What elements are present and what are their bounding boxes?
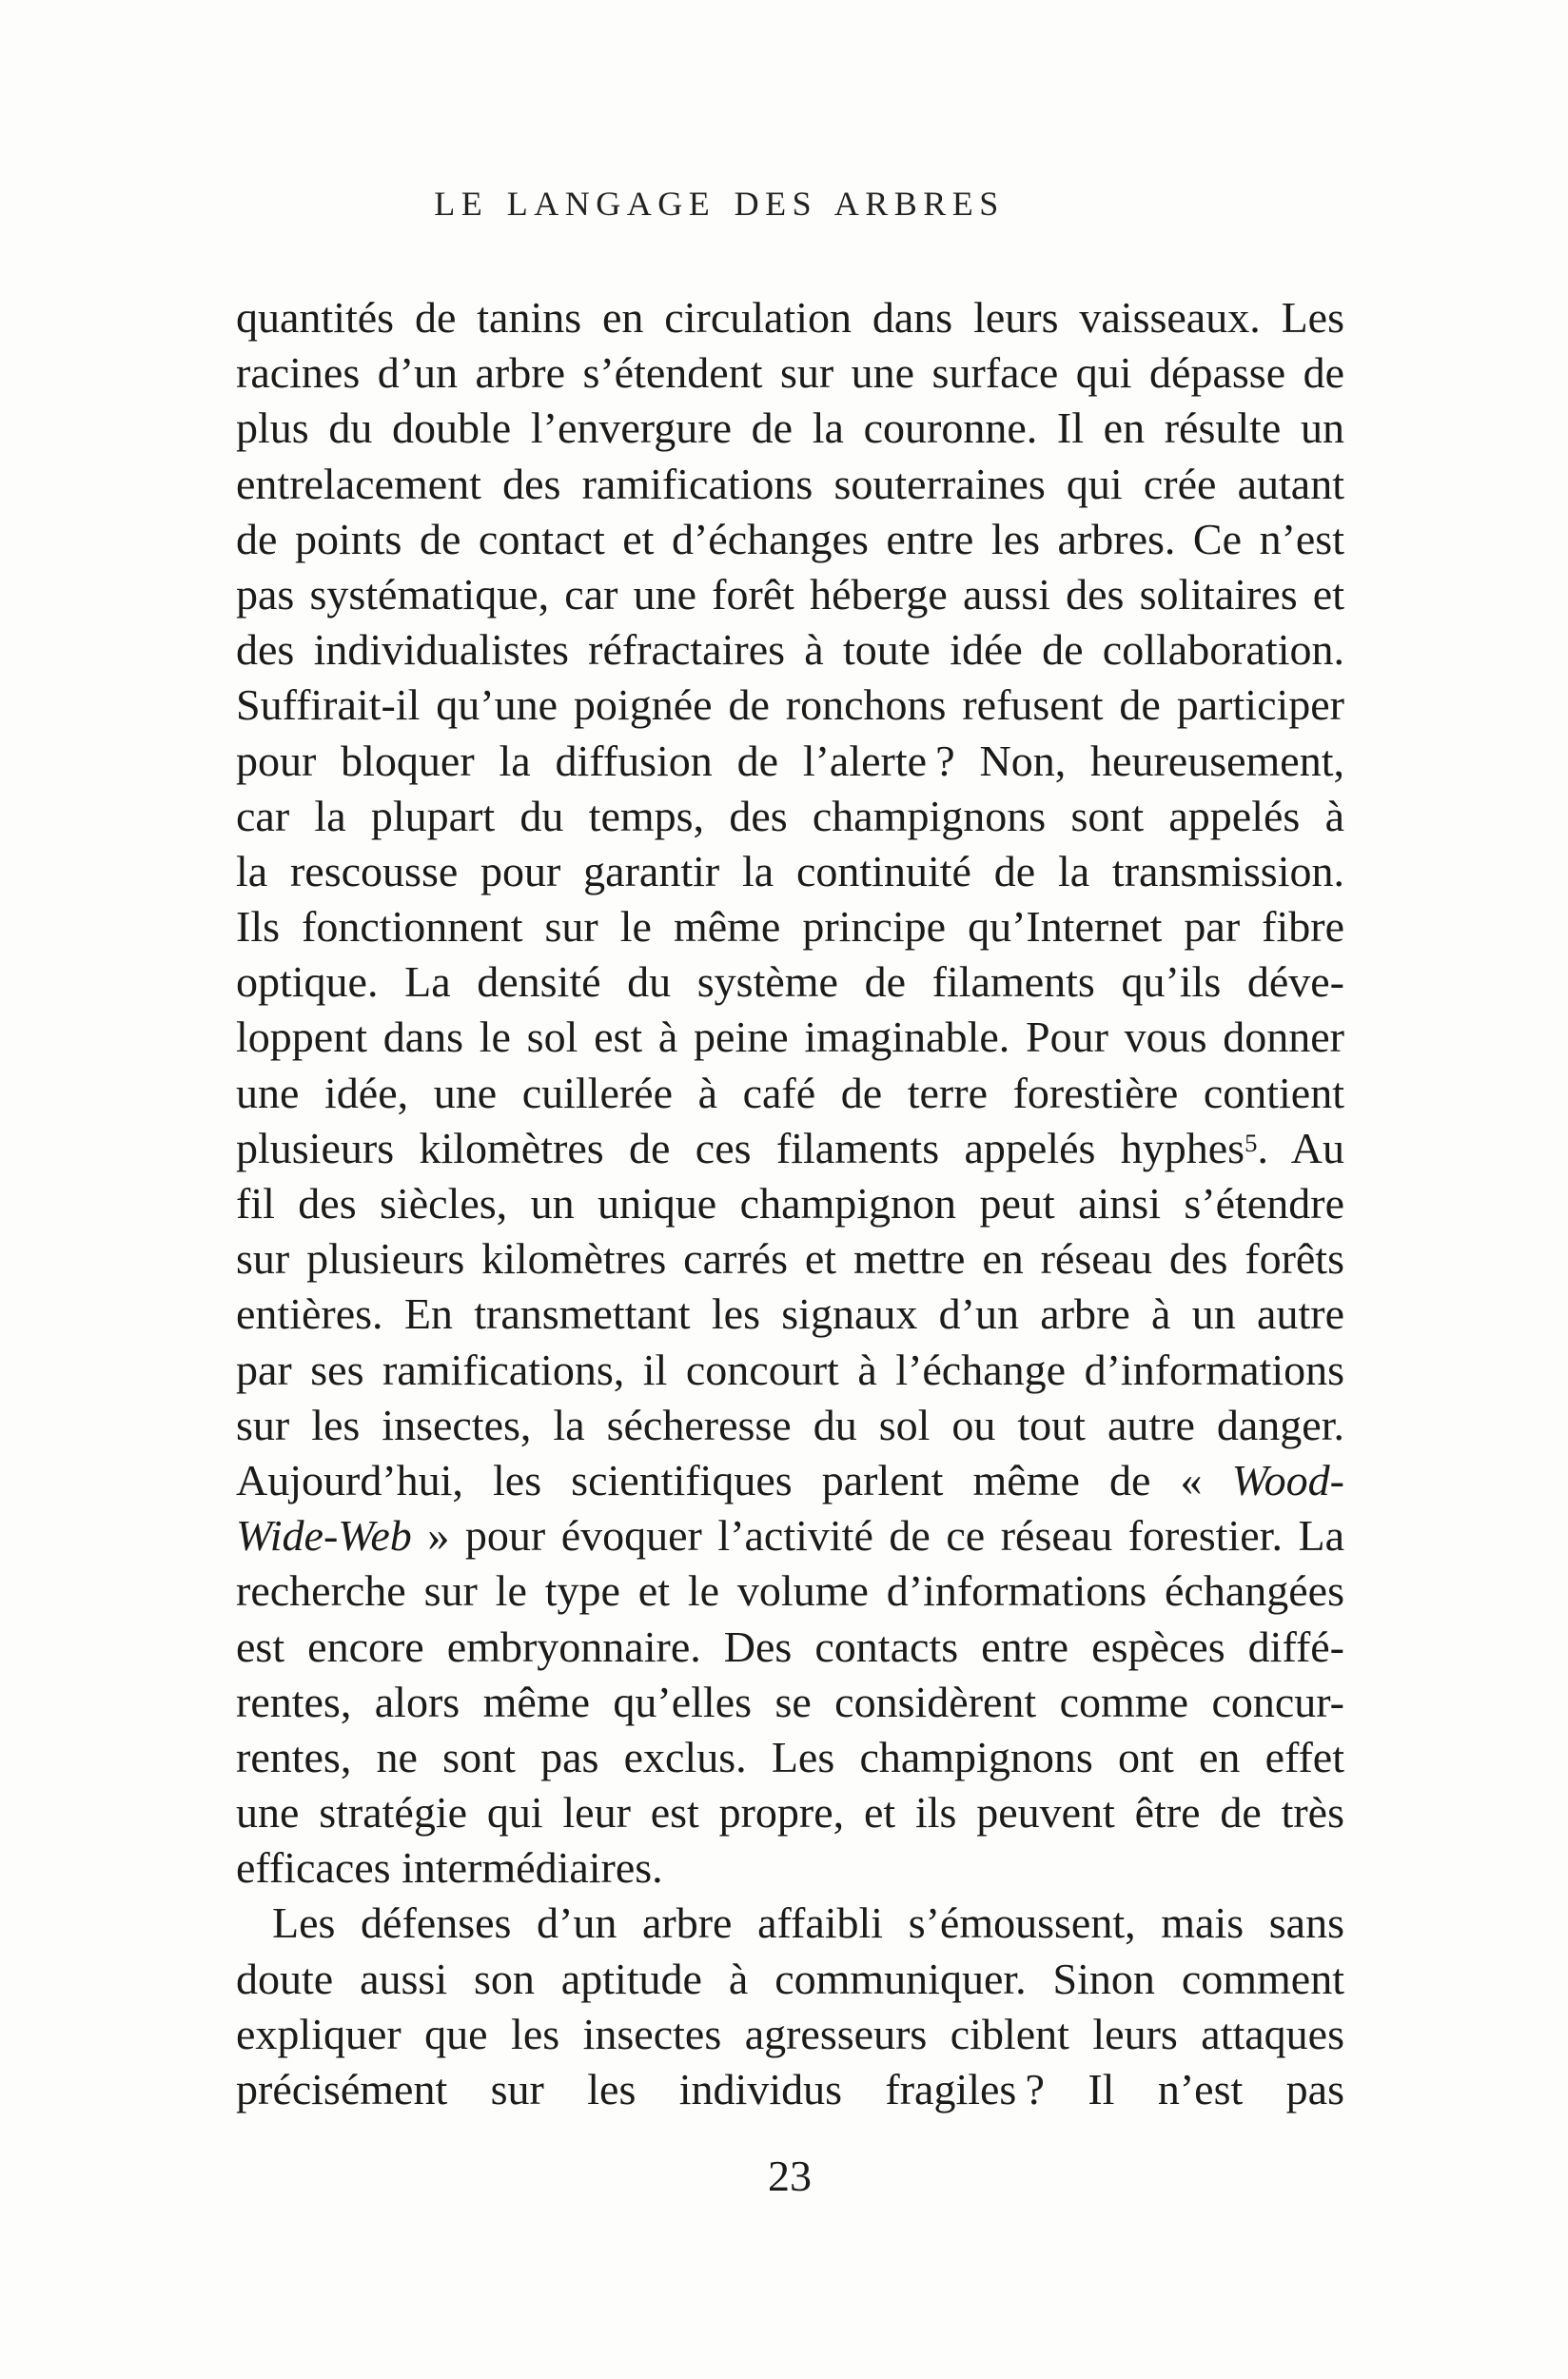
text-line: entières. En transmettant les signaux d’un arbre à un autre (236, 1289, 1344, 1339)
text-line: une idée, une cuillerée à café de terre forestière contient (236, 1068, 1344, 1117)
paragraph-start-line: Les défenses d’un arbre affaibli s’émoussent, mais sans (272, 1898, 1344, 1948)
text-line: loppent dans le sol est à peine imaginable. Pour vous donner (236, 1013, 1344, 1062)
running-header: LE LANGAGE DES ARBRES (434, 185, 1005, 223)
text-line: car la plupart du temps, des champignons sont appelés à (236, 791, 1344, 840)
page-number: 23 (768, 2152, 812, 2200)
text-line: expliquer que les insectes agresseurs ciblent leurs attaques (236, 2009, 1344, 2058)
text-line: rentes, alors même qu’elles se considèrent comme concur- (236, 1677, 1344, 1726)
text-line-with-italic: Aujourd’hui, les scientifiques parlent même de « Wood- (236, 1455, 1344, 1504)
text-line: plus du double l’envergure de la couronne. Il en résulte un (236, 403, 1344, 453)
text-line: Suffirait-il qu’une poignée de ronchons refusent de participer (236, 680, 1344, 730)
text-line: sur les insectes, la sécheresse du sol ou tout autre danger. (236, 1400, 1344, 1449)
text-line: de points de contact et d’échanges entre les arbres. Ce n’est (236, 514, 1344, 563)
text-line: racines d’un arbre s’étendent sur une surface qui dépasse de (236, 348, 1344, 398)
body-text-block (236, 290, 1344, 2117)
text-line: est encore embryonnaire. Des contacts entre espèces diffé- (236, 1622, 1344, 1671)
italic-term: Wood- (1231, 1455, 1344, 1504)
text-line: optique. La densité du système de filaments qu’ils déve- (236, 957, 1344, 1007)
text-line: pour bloquer la diffusion de l’alerte ? Non, heureusement, (236, 736, 1344, 785)
italic-term: Wide-Web (236, 1511, 412, 1561)
text-line: quantités de tanins en circulation dans leurs vaisseaux. Les (236, 293, 1344, 342)
footnote-marker: 5 (1245, 1128, 1258, 1157)
text-line: rentes, ne sont pas exclus. Les champignons ont en effet (236, 1732, 1344, 1781)
text-line: Ils fonctionnent sur le même principe qu’Internet par fibre (236, 902, 1344, 952)
text-line: une stratégie qui leur est propre, et ils peuvent être de très (236, 1788, 1344, 1838)
text-line: la rescousse pour garantir la continuité de la transmission. (236, 846, 1344, 895)
text-line: précisément sur les individus fragiles ? Il n’est pas (236, 2065, 1344, 2114)
text-line-with-italic: Wide-Web » pour évoquer l’activité de ce réseau forestier. La (236, 1511, 1344, 1561)
text-line: des individualistes réfractaires à toute idée de collaboration. (236, 625, 1344, 675)
paragraph-end-line: efficaces intermédiaires. (236, 1843, 663, 1893)
text-line: doute aussi son aptitude à communiquer. Sinon comment (236, 1954, 1344, 2003)
text-line: entrelacement des ramifications souterraines qui crée autant (236, 459, 1344, 508)
text-line-with-footnote-marker: plusieurs kilomètres de ces filaments appelés hyphes$^5$. Au (236, 1123, 1344, 1172)
text-line: fil des siècles, un unique champignon peut ainsi s’étendre (236, 1179, 1344, 1228)
text-line: pas systématique, car une forêt héberge aussi des solitaires et (236, 569, 1344, 619)
text-line: recherche sur le type et le volume d’informations échangées (236, 1566, 1344, 1616)
text-line: sur plusieurs kilomètres carrés et mettre en réseau des forêts (236, 1234, 1344, 1284)
text-line: par ses ramifications, il concourt à l’échange d’informations (236, 1345, 1344, 1394)
